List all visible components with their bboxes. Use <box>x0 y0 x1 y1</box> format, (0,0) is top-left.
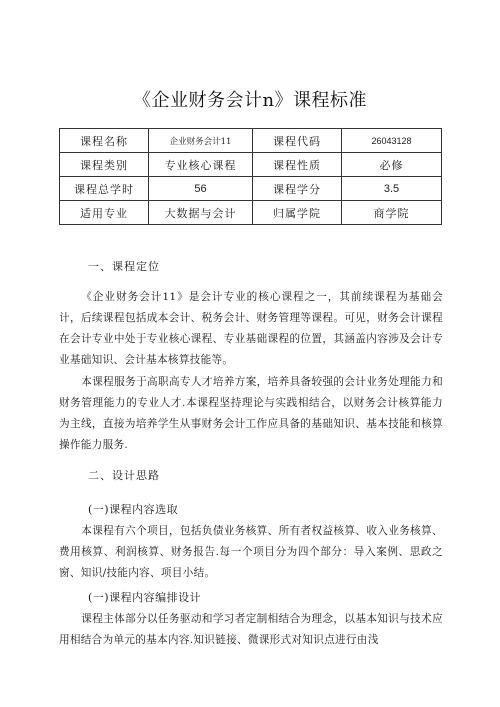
table-cell-label: 课程名称 <box>60 129 149 153</box>
paragraph: 《企业财务会计11》是会计专业的核心课程之一，其前续课程为基础会计，后续课程包括成本会计、税务会计、财务管理等课程。可见，财务会计课程在会计专业中处于专业核心课程、专业基础课程的位置，其涵盖内容涉及会计专业基础知识、会计基本核算技能等。 <box>59 291 443 366</box>
table-cell-value: 56 <box>149 177 253 201</box>
table-cell-label: 课程总学时 <box>60 177 149 201</box>
table-cell-value: 必修 <box>342 153 442 177</box>
table-row <box>60 153 442 177</box>
table-cell-label: 适用专业 <box>60 201 149 225</box>
subsection-heading-content-arrangement: (一)课程内容编排设计 <box>88 591 202 604</box>
table-cell-value: 专业核心课程 <box>149 153 253 177</box>
table-cell-value: 大数据与会计 <box>149 201 253 225</box>
table-row <box>60 201 442 225</box>
page-title: 《企业财务会计n》课程标准 <box>132 90 368 111</box>
paragraph: 课程主体部分以任务驱动和学习者定制相结合为理念，以基本知识与技术应用相结合为单元的基本内容.知识链接、微课形式对知识点进行由浅 <box>59 613 443 646</box>
table-cell-label: 课程学分 <box>253 177 342 201</box>
table-cell-label: 课程性质 <box>253 153 342 177</box>
table-cell-label: 归属学院 <box>253 201 342 225</box>
course-info-table <box>59 128 442 225</box>
table-cell-label: 课程代码 <box>253 129 342 153</box>
table-cell-value: 3.5 <box>342 177 442 201</box>
subsection-heading-content-selection: (一)课程内容选取 <box>88 503 179 516</box>
table-cell-label: 课程类别 <box>60 153 149 177</box>
table-cell-value: 26043128 <box>342 129 442 153</box>
table-cell-value: 商学院 <box>342 201 442 225</box>
section-heading-course-positioning: 一、课程定位 <box>88 260 160 273</box>
paragraph: 本课程有六个项目，包括负债业务核算、所有者权益核算、收入业务核算、费用核算、利润核算、财务报告.每一个项目分为四个部分：导入案例、思政之窗、知识/技能内容、项目小结。 <box>59 525 443 579</box>
table-row <box>60 177 442 201</box>
table-cell-value: 企业财务会计11 <box>149 129 253 153</box>
table-row <box>60 129 442 153</box>
section-heading-design-approach: 二、设计思路 <box>88 469 160 482</box>
paragraph: 本课程服务于高职高专人才培养方案，培养具备较强的会计业务处理能力和财务管理能力的专业人才.本课程坚持理论与实践相结合，以财务会计核算能力为主线，直接为培养学生从事财务会计工作应具备的基础知识、基本技能和核算操作能力服务. <box>59 376 443 451</box>
